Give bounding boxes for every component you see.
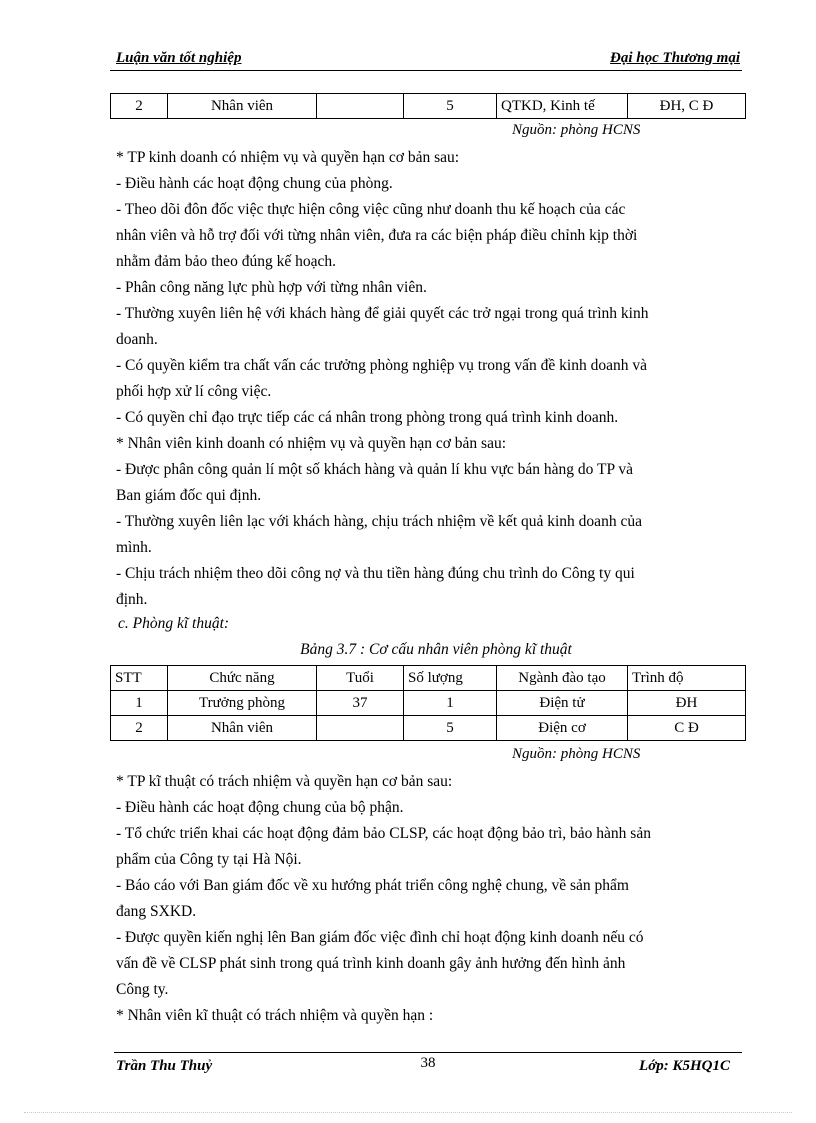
text-line: Công ty. bbox=[116, 981, 169, 998]
table-row bbox=[111, 94, 746, 119]
section-heading: c. Phòng kĩ thuật: bbox=[118, 615, 230, 632]
text-line: * Nhân viên kĩ thuật có trách nhiệm và quyền hạn : bbox=[116, 1007, 434, 1024]
table-cell: Nhân viên bbox=[168, 716, 317, 741]
table-row bbox=[111, 691, 746, 716]
table-cell: 2 bbox=[111, 716, 168, 741]
table-cell: Trưởng phòng bbox=[168, 691, 317, 716]
table-cell: ĐH, C Đ bbox=[628, 94, 746, 119]
text-line: đang SXKD. bbox=[116, 903, 197, 920]
table-header-row bbox=[111, 666, 746, 691]
text-line: phẩm của Công ty tại Hà Nội. bbox=[116, 851, 302, 868]
table-cell: 5 bbox=[404, 94, 497, 119]
text-line: - Phân công năng lực phù hợp với từng nhân viên. bbox=[116, 279, 427, 296]
text-line: * TP kĩ thuật có trách nhiệm và quyền hạn cơ bản sau: bbox=[116, 773, 453, 790]
table-cell bbox=[317, 94, 404, 119]
table-cell: 2 bbox=[111, 94, 168, 119]
text-line: - Báo cáo với Ban giám đốc về xu hướng phát triển công nghệ chung, về sản phẩm bbox=[116, 877, 629, 894]
table-cell bbox=[317, 716, 404, 741]
footer-class: Lớp: K5HQ1C bbox=[639, 1058, 730, 1074]
table-cell: 5 bbox=[404, 716, 497, 741]
source-note: Nguồn: phòng HCNS bbox=[512, 122, 641, 138]
text-line: - Thường xuyên liên hệ với khách hàng để giải quyết các trở ngại trong quá trình kinh bbox=[116, 305, 649, 322]
column-header: STT bbox=[111, 666, 168, 691]
text-line: - Được phân công quản lí một số khách hàng và quản lí khu vực bán hàng do TP và bbox=[116, 461, 634, 478]
text-line: doanh. bbox=[116, 331, 158, 348]
text-line: phối hợp xử lí công việc. bbox=[116, 383, 272, 400]
section-business-duties bbox=[116, 145, 748, 613]
text-line: nhân viên và hỗ trợ đối với từng nhân viên, đưa ra các biện pháp điều chỉnh kịp thời bbox=[116, 227, 638, 244]
table-cell: Nhân viên bbox=[168, 94, 317, 119]
footer-rule bbox=[114, 1052, 742, 1053]
text-line: - Có quyền chỉ đạo trực tiếp các cá nhân trong phòng trong quá trình kinh doanh. bbox=[116, 409, 619, 426]
table-cell: C Đ bbox=[628, 716, 746, 741]
column-header: Chức năng bbox=[168, 666, 317, 691]
table-cell: ĐH bbox=[628, 691, 746, 716]
text-line: - Theo dõi đôn đốc việc thực hiện công việc cũng như doanh thu kế hoạch của các bbox=[116, 201, 626, 218]
footer-author: Trần Thu Thuỷ bbox=[116, 1058, 213, 1074]
section-tech-duties bbox=[116, 769, 748, 1029]
table-cell: QTKD, Kinh tế bbox=[497, 94, 628, 119]
text-line: - Tổ chức triển khai các hoạt động đảm bảo CLSP, các hoạt động bảo trì, bảo hành sản bbox=[116, 825, 651, 842]
table-row bbox=[111, 716, 746, 741]
column-header: Trình độ bbox=[628, 666, 746, 691]
text-line: - Được quyền kiến nghị lên Ban giám đốc việc đình chỉ hoạt động kinh doanh nếu có bbox=[116, 929, 644, 946]
table-caption: Bảng 3.7 : Cơ cấu nhân viên phòng kĩ thuật bbox=[300, 641, 572, 658]
column-header: Tuổi bbox=[317, 666, 404, 691]
text-line: - Thường xuyên liên lạc với khách hàng, chịu trách nhiệm về kết quả kinh doanh của bbox=[116, 513, 642, 530]
table-cell: 37 bbox=[317, 691, 404, 716]
table-cell: 1 bbox=[404, 691, 497, 716]
text-line: vấn đề về CLSP phát sinh trong quá trình kinh doanh gây ảnh hưởng đến hình ảnh bbox=[116, 955, 626, 972]
table-cell: 1 bbox=[111, 691, 168, 716]
page-edge-divider bbox=[24, 1112, 792, 1113]
text-line: * TP kinh doanh có nhiệm vụ và quyền hạn cơ bản sau: bbox=[116, 149, 460, 166]
text-line: * Nhân viên kinh doanh có nhiệm vụ và quyền hạn cơ bản sau: bbox=[116, 435, 507, 452]
text-line: Ban giám đốc qui định. bbox=[116, 487, 262, 504]
column-header: Ngành đào tạo bbox=[497, 666, 628, 691]
text-line: định. bbox=[116, 591, 148, 608]
text-line: - Điều hành các hoạt động chung của phòng. bbox=[116, 175, 393, 192]
page-number: 38 bbox=[420, 1055, 436, 1071]
text-line: nhằm đảm bảo theo đúng kế hoạch. bbox=[116, 253, 336, 270]
header-right: Đại học Thương mại bbox=[610, 50, 740, 66]
text-line: - Chịu trách nhiệm theo dõi công nợ và thu tiền hàng đúng chu trình do Công ty qui bbox=[116, 565, 635, 582]
text-line: - Có quyền kiểm tra chất vấn các trưởng phòng nghiệp vụ trong vấn đề kinh doanh và bbox=[116, 357, 647, 374]
header-left: Luận văn tốt nghiệp bbox=[116, 50, 242, 66]
table-cell: Điện tử bbox=[497, 691, 628, 716]
staff-table-continued bbox=[110, 93, 746, 119]
text-line: mình. bbox=[116, 539, 152, 556]
column-header: Số lượng bbox=[404, 666, 497, 691]
text-line: - Điều hành các hoạt động chung của bộ phận. bbox=[116, 799, 404, 816]
source-note: Nguồn: phòng HCNS bbox=[512, 746, 641, 762]
table-cell: Điện cơ bbox=[497, 716, 628, 741]
page-header bbox=[110, 48, 742, 71]
tech-staff-table bbox=[110, 665, 746, 741]
